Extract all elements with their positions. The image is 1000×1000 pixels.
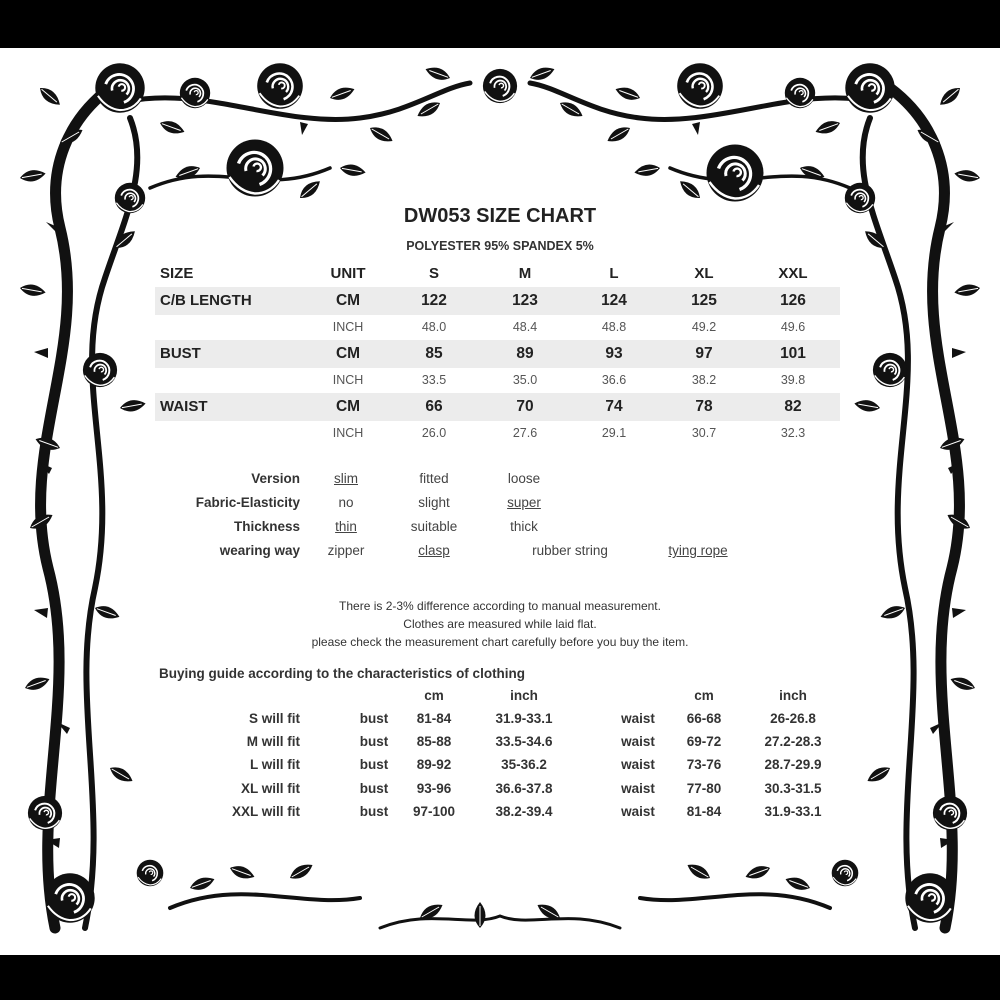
guide-bust-label: bust <box>359 711 389 726</box>
guide-fit-label: M will fit <box>246 734 300 749</box>
trait-option: thick <box>510 519 538 534</box>
table-cell: 93 <box>605 345 623 362</box>
guide-unit-inch: inch <box>510 688 538 703</box>
guide-cell: 27.2-28.3 <box>764 734 822 749</box>
unit-cm: CM <box>335 398 361 415</box>
trait-option-selected: thin <box>335 519 357 534</box>
table-cell: 82 <box>784 398 802 415</box>
table-cell: 49.6 <box>780 320 806 334</box>
guide-cell: 89-92 <box>416 757 452 772</box>
table-cell: 89 <box>516 345 534 362</box>
table-cell: 29.1 <box>601 426 627 440</box>
table-cell: 48.0 <box>421 320 447 334</box>
table-cell: 49.2 <box>691 320 717 334</box>
bottom-letterbox-bar <box>0 955 1000 1000</box>
guide-cell: 31.9-33.1 <box>495 711 553 726</box>
guide-cell: 31.9-33.1 <box>764 804 822 819</box>
table-cell: 36.6 <box>601 373 627 387</box>
unit-inch: INCH <box>332 426 364 440</box>
guide-cell: 85-88 <box>416 734 452 749</box>
measurement-note: Clothes are measured while laid flat. <box>403 617 597 631</box>
guide-waist-label: waist <box>621 781 655 796</box>
row-band-waist <box>155 393 840 421</box>
column-header-size: SIZE <box>160 265 194 282</box>
table-cell: 74 <box>605 398 623 415</box>
trait-label-version: Version <box>251 471 300 486</box>
trait-option: zipper <box>327 543 365 558</box>
table-cell: 48.4 <box>512 320 538 334</box>
guide-unit-cm: cm <box>424 688 444 703</box>
trait-option-selected: super <box>507 495 541 510</box>
guide-bust-label: bust <box>359 757 389 772</box>
trait-option: rubber string <box>532 543 608 558</box>
guide-bust-label: bust <box>359 804 389 819</box>
trait-option: suitable <box>410 519 458 534</box>
trait-option-selected: slim <box>334 471 358 486</box>
trait-label-fabric-elasticity: Fabric-Elasticity <box>195 495 300 510</box>
guide-fit-label: XXL will fit <box>231 804 300 819</box>
table-cell: 30.7 <box>691 426 717 440</box>
guide-cell: 38.2-39.4 <box>495 804 553 819</box>
table-cell: 85 <box>425 345 443 362</box>
row-band-bust <box>155 340 840 368</box>
trait-label-wearing-way: wearing way <box>219 543 300 558</box>
row-label-bust: BUST <box>160 345 201 362</box>
table-cell: 70 <box>516 398 534 415</box>
row-band-cb-length <box>155 287 840 315</box>
chart-title: DW053 SIZE CHART <box>403 205 597 227</box>
table-cell: 32.3 <box>780 426 806 440</box>
unit-cm: CM <box>335 292 361 309</box>
guide-cell: 30.3-31.5 <box>764 781 822 796</box>
table-cell: 101 <box>780 345 806 362</box>
trait-option: slight <box>418 495 450 510</box>
table-cell: 48.8 <box>601 320 627 334</box>
guide-bust-label: bust <box>359 734 389 749</box>
row-label-cb-length: C/B LENGTH <box>160 292 252 309</box>
guide-unit-cm: cm <box>694 688 714 703</box>
top-letterbox-bar <box>0 0 1000 48</box>
trait-option-selected: tying rope <box>668 543 728 558</box>
guide-cell: 81-84 <box>686 804 722 819</box>
guide-cell: 28.7-29.9 <box>764 757 822 772</box>
table-cell: 124 <box>601 292 627 309</box>
table-cell: 66 <box>425 398 443 415</box>
table-cell: 125 <box>691 292 717 309</box>
guide-waist-label: waist <box>621 757 655 772</box>
table-cell: 123 <box>512 292 538 309</box>
trait-option: no <box>338 495 354 510</box>
guide-fit-label: XL will fit <box>240 781 300 796</box>
column-header-xl: XL <box>694 265 714 282</box>
measurement-note: There is 2-3% difference according to manual measurement. <box>339 599 661 613</box>
guide-bust-label: bust <box>359 781 389 796</box>
guide-cell: 66-68 <box>686 711 722 726</box>
table-cell: 27.6 <box>512 426 538 440</box>
guide-cell: 26-26.8 <box>770 711 816 726</box>
row-label-waist: WAIST <box>160 398 208 415</box>
table-cell: 126 <box>780 292 806 309</box>
guide-cell: 81-84 <box>416 711 452 726</box>
table-cell: 97 <box>695 345 713 362</box>
trait-option-selected: clasp <box>418 543 450 558</box>
guide-cell: 97-100 <box>412 804 456 819</box>
table-cell: 35.0 <box>512 373 538 387</box>
guide-cell: 77-80 <box>686 781 722 796</box>
trait-label-thickness: Thickness <box>233 519 300 534</box>
table-cell: 78 <box>695 398 713 415</box>
guide-cell: 33.5-34.6 <box>495 734 553 749</box>
guide-cell: 93-96 <box>416 781 452 796</box>
guide-fit-label: L will fit <box>250 757 300 772</box>
guide-cell: 35-36.2 <box>501 757 547 772</box>
table-cell: 26.0 <box>421 426 447 440</box>
guide-fit-label: S will fit <box>248 711 300 726</box>
column-header-l: L <box>609 265 619 282</box>
unit-inch: INCH <box>332 320 364 334</box>
unit-cm: CM <box>335 345 361 362</box>
measurement-note: please check the measurement chart carefully before you buy the item. <box>311 635 689 649</box>
table-cell: 122 <box>421 292 447 309</box>
column-header-m: M <box>518 265 532 282</box>
unit-inch: INCH <box>332 373 364 387</box>
trait-option: fitted <box>419 471 449 486</box>
buying-guide-title: Buying guide according to the characteristics of clothing <box>159 666 526 681</box>
guide-cell: 73-76 <box>686 757 722 772</box>
trait-option: loose <box>507 471 541 486</box>
material-composition: POLYESTER 95% SPANDEX 5% <box>406 239 594 253</box>
guide-waist-label: waist <box>621 804 655 819</box>
guide-waist-label: waist <box>621 734 655 749</box>
guide-cell: 69-72 <box>686 734 722 749</box>
table-cell: 39.8 <box>780 373 806 387</box>
table-cell: 33.5 <box>421 373 447 387</box>
guide-waist-label: waist <box>621 711 655 726</box>
guide-unit-inch: inch <box>779 688 807 703</box>
guide-cell: 36.6-37.8 <box>495 781 553 796</box>
column-header-xxl: XXL <box>778 265 808 282</box>
table-cell: 38.2 <box>691 373 717 387</box>
column-header-unit: UNIT <box>330 265 366 282</box>
column-header-s: S <box>428 265 440 282</box>
